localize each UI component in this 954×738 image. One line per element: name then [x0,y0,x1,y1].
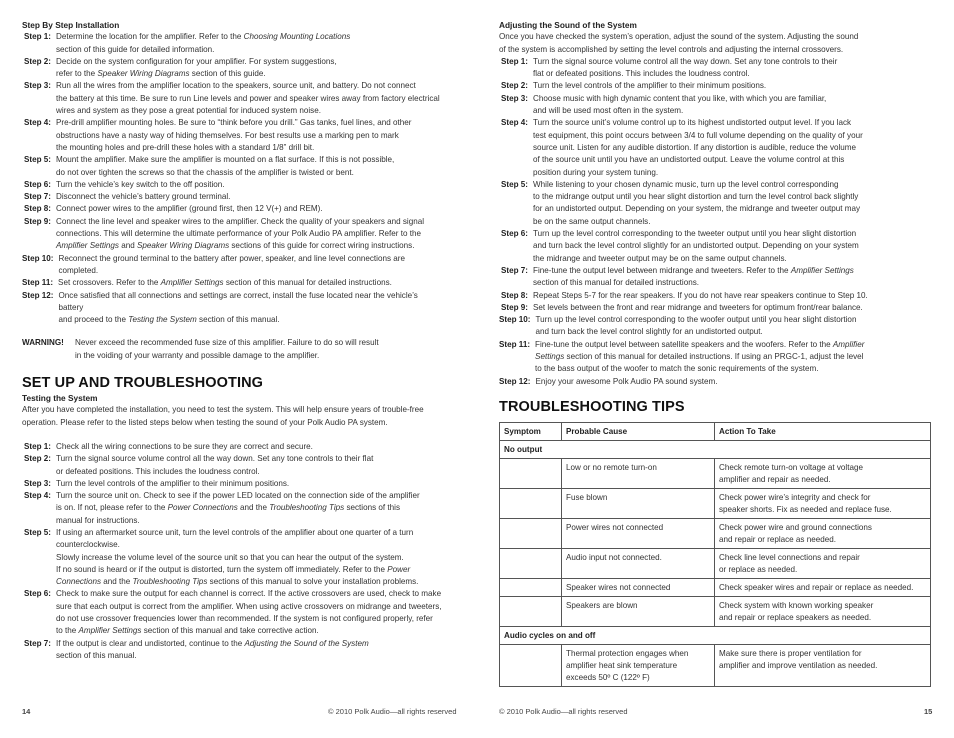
step-text-segment: If using an aftermarket source unit, turn the level controls of the amplifier about one quarter of a turn counterclockwise. Slowly increase the volume level of the source unit so that you can hear the output of the system. If no sound is heard or if the output is distorted, turn the system off immediately. Refer to the [56,527,414,574]
table-row [500,488,931,518]
step-text-segment: sections of this guide for correct wiring instructions. [229,241,415,251]
step-text [56,117,442,154]
cause-cell: Fuse blown [562,488,715,518]
install-step [22,117,442,154]
testing-intro: After you have completed the installation, you need to test the system. This will help ensure years of trouble-free operation. Please refer to the listed steps below when testing the sound of your Polk Audio PA system. [22,405,424,427]
table-row [500,458,931,488]
install-step [22,277,442,289]
empty-symptom-cell [500,518,562,548]
step-text-segment: and the [101,577,133,587]
right-page [477,0,954,738]
step-text-segment: Set crossovers. Refer to the [58,278,161,288]
testing-step [22,453,442,478]
adjust-step [499,339,932,376]
step-text [533,265,932,290]
step-text-segment: Fine-tune the output level between midrange and tweeters. Refer to the [533,265,791,275]
step-label: Step 2: [24,454,51,464]
step-label: Step 2: [501,81,528,91]
testing-step [22,588,442,637]
warning-note [22,337,442,362]
step-reference: Adjusting the Sound of the System [244,638,369,648]
step-text [533,56,932,81]
testing-step [22,638,442,663]
step-text-segment: section of this manual for detailed instructions. If using an PRGC-1, adjust the level to the bass output of the woofer to match the sonic requirements of the system. [535,352,864,374]
header-action: Action To Take [715,422,931,440]
action-cell: Make sure there is proper ventilation for amplifier and improve ventilation as needed. [715,644,931,686]
step-text-segment: sections of this manual to solve your installation problems. [207,577,419,587]
adjust-steps-list [499,56,932,388]
testing-heading: Testing the System [22,393,98,404]
step-text-segment: If the output is clear and undistorted, continue to the [56,638,245,648]
step-text-segment: section of this manual for detailed instructions. [533,278,700,288]
step-label: Step 7: [501,265,528,275]
step-label: Step 7: [24,638,51,648]
step-text-segment: Mount the amplifier. Make sure the amplifier is mounted on a flat surface. If this is not possible, do not over tighten the screws so that the chassis of the amplifier is twisted or bent. [56,155,395,177]
step-label: Step 12: [22,290,54,300]
step-text [533,179,932,228]
symptom-group-row [500,440,931,458]
step-label: Step 4: [24,118,51,128]
cause-cell: Low or no remote turn-on [562,458,715,488]
adjust-step [499,80,932,92]
step-text-segment: and the [237,503,270,513]
step-text-segment: section of this manual. [56,650,137,660]
step-text-segment: While listening to your chosen dynamic music, turn up the level control corresponding to the midrange output until you hear slight distortion and turn the level control back slightly for an undistorted output. Depending on your system, the midrange and tweeter output may be on the same output channels. [533,179,861,226]
step-text-segment: Turn the level controls of the amplifier to their minimum positions. [56,478,290,488]
install-step [22,31,442,56]
action-cell: Check system with known working speaker and repair or replace speakers as needed. [715,596,931,626]
step-text [58,277,442,289]
left-copyright: © 2010 Polk Audio—all rights reserved [328,707,457,716]
step-text-segment: sections of this manual for instructions. [56,503,400,525]
step-label: Step 4: [24,491,51,501]
step-text [535,339,932,376]
empty-symptom-cell [500,488,562,518]
table-row [500,578,931,596]
step-text-segment: Turn the signal source volume control all the way down. Set any tone controls to their flat or defeated positions. This includes the loudness control. [533,56,838,79]
step-text-segment: Fine-tune the output level between satellite speakers and the woofers. Refer to the [535,339,833,349]
testing-step [22,490,442,527]
adjust-step [499,376,932,388]
testing-step [22,478,442,490]
adjust-step [499,302,932,314]
step-text-segment: Turn up the level control corresponding to the tweeter output until you hear slight distortion and turn back the level control slightly for an undistorted output. Depending on your system the midrange and tweeter output may be on the same output channels. [533,229,859,263]
step-label: Step 11: [499,339,531,349]
step-label: Step 5: [24,155,51,165]
step-label: Step 9: [501,302,528,312]
step-label: Step 10: [499,315,531,325]
step-label: Step 11: [22,278,54,288]
adjust-step [499,265,932,290]
action-cell: Check power wire and ground connections and repair or replace as needed. [715,518,931,548]
step-text [56,453,442,478]
adjust-step [499,290,932,302]
adjust-step [499,314,932,339]
step-text-segment: Disconnect the vehicle’s battery ground terminal. [56,192,231,202]
empty-symptom-cell [500,578,562,596]
step-text [56,588,442,637]
step-text-segment: Turn the source unit’s volume control up to its highest undistorted output level. If you lack test equipment, this point occurs between 3/4 to full volume depending on the quality of your source unit. Listen for any audible distortion. If any distortion is audible, reduce the volume of the source unit until you have an undistorted output. Leave the volume control at this position during your system tuning. [533,118,863,177]
adjust-intro: Once you have checked the system’s operation, adjust the sound of the system. Adjusting the sound of the system is accomplished by setting the level controls and adjusting the internal crossovers. [499,32,859,54]
left-page-number: 14 [22,707,31,716]
step-reference: Troubleshooting Tips [269,503,345,513]
step-text-segment: Enjoy your awesome Polk Audio PA sound system. [535,376,718,386]
step-reference: Power Connections [56,564,411,587]
cause-cell: Power wires not connected [562,518,715,548]
step-text-segment: section of this guide. [189,69,266,79]
step-text [533,93,932,118]
step-text-segment: section of this manual. [196,315,280,325]
step-reference: Troubleshooting Tips [132,577,208,587]
step-reference: Amplifier Settings [78,626,142,636]
step-reference: Testing the System [128,315,197,325]
empty-symptom-cell [500,458,562,488]
step-text-segment: and [118,241,137,251]
step-text-segment: Connect the line level and speaker wires to the amplifier. Check the quality of your speakers and signal connections. This will determine the ultimate performance of your Polk Audio PA amplifier. Refer to the [56,216,425,239]
step-label: Step 4: [501,118,528,128]
action-cell: Check speaker wires and repair or replace as needed. [715,578,931,596]
step-reference: Amplifier Settings [160,278,224,288]
step-text-segment: section of this guide for detailed information. [56,44,215,54]
install-step [22,290,442,327]
step-text-segment: Check all the wiring connections to be sure they are correct and secure. [56,441,313,451]
warning-text: Never exceed the recommended fuse size of this amplifier. Failure to do so will result in the voiding of your warranty and possible damage to the amplifier. [75,338,379,360]
step-text [536,376,933,388]
step-text-segment: Determine the location for the amplifier. Refer to the [56,32,244,42]
warning-label: WARNING! [22,338,64,348]
install-step [22,203,442,215]
header-symptom: Symptom [500,422,562,440]
adjust-step [499,93,932,118]
cause-cell: Speakers are blown [562,596,715,626]
step-label: Step 10: [22,253,54,263]
cause-cell: Audio input not connected. [562,548,715,578]
table-row [500,518,931,548]
step-label: Step 5: [24,527,51,537]
setup-title: SET UP AND TROUBLESHOOTING [22,375,264,392]
step-reference: Power Connections [167,503,238,513]
install-step [22,80,442,117]
adjust-step [499,179,932,228]
right-page-number: 15 [924,707,933,716]
step-text-segment: Set levels between the front and rear midrange and tweeters for optimum front/rear balance. [533,302,863,312]
step-text-segment: Turn the vehicle’s key switch to the off position. [56,179,225,189]
testing-step [22,527,442,588]
action-cell: Check line level connections and repair or replace as needed. [715,548,931,578]
table-header-row [500,422,931,440]
testing-steps-list [22,441,442,662]
install-step [22,216,442,253]
step-text [56,216,442,253]
step-text [59,290,443,327]
step-text [56,191,442,203]
symptom-label: Audio cycles on and off [500,626,931,644]
step-label: Step 8: [24,204,51,214]
table-row [500,596,931,626]
install-step [22,253,442,278]
step-text-segment: Check to make sure the output for each channel is correct. If the active crossovers are used, check to make sure that each output is correct from the amplifier. When using active crossovers on midrange and tweeters, do not use crossover frequencies lower than recommended. If the system is not configured properly, refer to the [56,589,442,636]
symptom-label: No output [500,440,931,458]
step-label: Step 9: [24,216,51,226]
testing-step [22,441,442,453]
step-label: Step 6: [24,179,51,189]
step-text [56,154,442,179]
step-text-segment: section of this manual for detailed instructions. [223,278,392,288]
step-text [59,253,443,278]
step-text [56,80,442,117]
empty-symptom-cell [500,644,562,686]
step-label: Step 6: [501,229,528,239]
step-text-segment: Run all the wires from the amplifier location to the speakers, source unit, and battery. Do not connect the battery at this time. Be sure to run Line levels and power and speaker wires away from factory electrical wires and system as they pose a great potential for induced system noise. [56,81,440,116]
step-text [533,302,932,314]
step-text [56,638,442,663]
install-steps-list [22,31,442,326]
step-text [56,478,442,490]
step-text-segment: Connect power wires to the amplifier (ground first, then 12 V(+) and REM). [56,204,323,214]
step-label: Step 3: [501,93,528,103]
step-text [533,228,932,265]
step-label: Step 3: [24,81,51,91]
action-cell: Check remote turn-on voltage at voltage amplifier and repair as needed. [715,458,931,488]
install-step [22,191,442,203]
step-text [536,314,933,339]
step-reference: Amplifier Settings [535,339,865,362]
step-text-segment: Decide on the system configuration for your amplifier. For system suggestions, refer to the [56,56,337,79]
install-heading: Step By Step Installation [22,20,120,30]
step-label: Step 2: [24,56,51,66]
step-text-segment: Choose music with high dynamic content that you like, with which you are familiar, and will be used most often in the system. [533,93,827,116]
adjust-step [499,228,932,265]
right-column [499,19,932,687]
cause-cell: Speaker wires not connected [562,578,715,596]
step-label: Step 1: [24,32,51,42]
step-text-segment: Once satisfied that all connections and settings are correct, install the fuse located near the vehicle’s battery and proceed to the [58,290,418,325]
step-label: Step 6: [24,589,51,599]
cause-cell: Thermal protection engages when amplifier heat sink temperature exceeds 50º C (122º F) [562,644,715,686]
step-label: Step 1: [501,56,528,66]
symptom-group-row [500,626,931,644]
step-text [56,203,442,215]
step-text [56,490,442,527]
step-text [533,80,932,92]
step-text [533,290,932,302]
adjust-step [499,117,932,178]
adjust-heading: Adjusting the Sound of the System [499,20,637,30]
step-text [56,31,442,56]
step-label: Step 3: [24,478,51,488]
table-row [500,548,931,578]
header-cause: Probable Cause [562,422,715,440]
right-copyright: © 2010 Polk Audio—all rights reserved [499,707,628,716]
install-step [22,154,442,179]
step-label: Step 1: [24,441,51,451]
step-reference: Amplifier Settings [790,265,854,275]
action-cell: Check power wire’s integrity and check for speaker shorts. Fix as needed and replace fuse. [715,488,931,518]
tips-title: TROUBLESHOOTING TIPS [499,398,685,415]
step-reference: Speaker Wiring Diagrams [97,69,190,79]
empty-symptom-cell [500,548,562,578]
step-text [533,117,932,178]
step-text-segment: Pre-drill amplifier mounting holes. Be sure to “think before you drill.” Gas tanks, fuel lines, and other obstructions have a nasty way of hiding themselves. For best results use a marking pen to mark the mounting holes and pre-drill these holes with a standard 1/8” drill bit. [56,118,412,152]
step-text [56,527,442,588]
table-row [500,644,931,686]
step-text [56,179,442,191]
step-text-segment: Turn the source unit on. Check to see if the power LED located on the connection side of the amplifier is on. If not, please refer to the [56,491,420,513]
step-text-segment: Turn the signal source volume control all the way down. Set any tone controls to their flat or defeated positions. This includes the loudness control. [56,454,374,476]
step-text [56,56,442,81]
install-step [22,179,442,191]
step-text-segment: Turn the level controls of the amplifier to their minimum positions. [533,81,767,91]
step-text-segment: Turn up the level control corresponding to the woofer output until you hear slight distortion and turn back the level control slightly for an undistorted output. [535,315,857,337]
empty-symptom-cell [500,596,562,626]
step-label: Step 5: [501,179,528,189]
step-text-segment: Reconnect the ground terminal to the battery after power, speaker, and line level connections are completed. [58,253,405,275]
left-column [22,19,442,662]
step-label: Step 7: [24,192,51,202]
adjust-step [499,56,932,81]
troubleshooting-table [499,422,931,687]
step-reference: Speaker Wiring Diagrams [137,241,230,251]
step-reference: Amplifier Settings [56,241,119,251]
step-reference: Choosing Mounting Locations [243,32,351,42]
step-text [56,441,442,453]
step-label: Step 8: [501,290,528,300]
step-text-segment: section of this manual and take corrective action. [141,626,319,636]
step-label: Step 12: [499,376,531,386]
step-text-segment: Repeat Steps 5-7 for the rear speakers. If you do not have rear speakers continue to Step 10. [533,290,868,300]
install-step [22,56,442,81]
